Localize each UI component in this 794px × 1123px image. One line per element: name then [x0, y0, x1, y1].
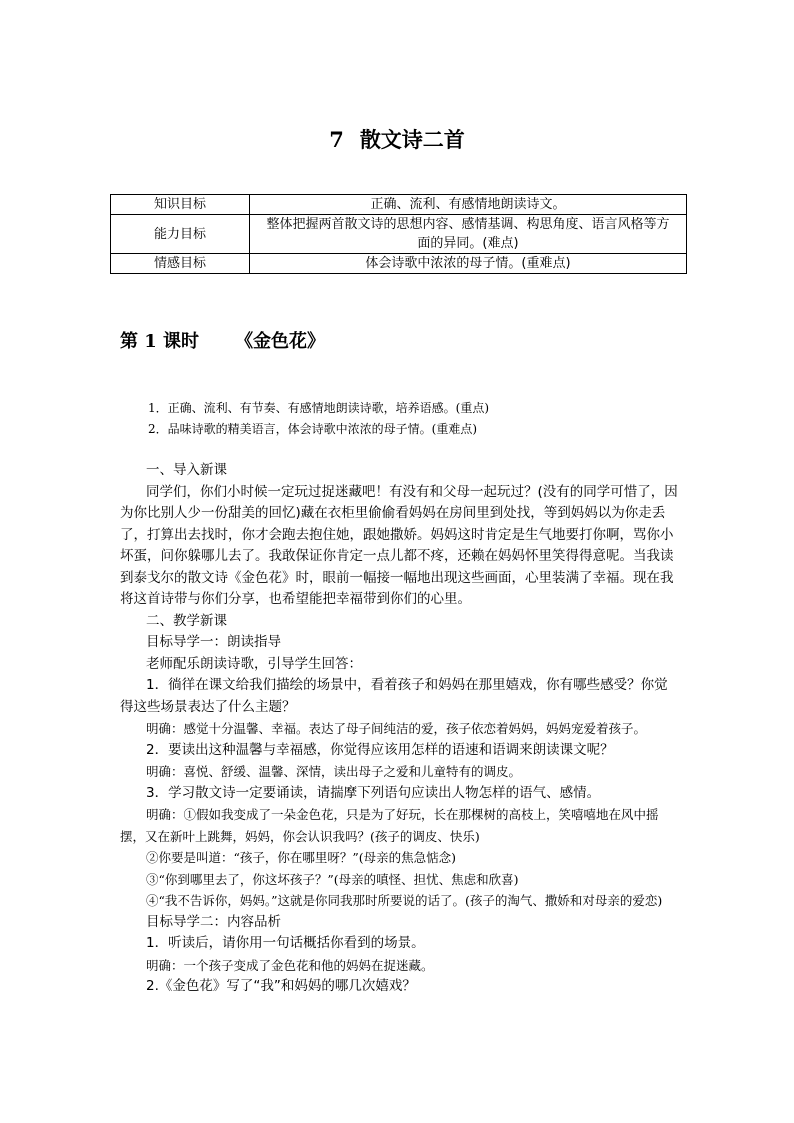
- subheading: 目标导学一：朗读指导: [146, 634, 281, 650]
- question: 3．学习散文诗一定要诵读，请揣摩下列语句应读出人物怎样的语气、感情。: [146, 784, 601, 801]
- answer: 明确：感觉十分温馨、幸福。表达了母子间纯洁的爱，孩子依恋着妈妈，妈妈宠爱着孩子。: [146, 721, 647, 736]
- paragraph: 同学们，你们小时候一定玩过捉迷藏吧！有没有和父母一起玩过？(没有的同学可惜了，因为你比别人少一份甜美的回忆)藏在衣柜里偷偷看妈妈在房间里到处找，等到妈妈以为你走丢了，打算出去找时，你才会跑去抱住她，跟她撒娇。妈妈这时肯定是生气地要打你啊，骂你小坏蛋，问你躲哪儿去了。我敢保证你肯定一点儿都不疼，还赖在妈妈怀里笑得得意呢。当我读到泰戈尔的散文诗《金色花》时，眼前一幅接一幅地出现这些画面，心里装满了幸福。现在我将这首诗带与你们分享，也希望能把幸福带到你们的心里。: [120, 483, 678, 607]
- question: 1．徜徉在课文给我们描绘的场景中，看着孩子和妈妈在那里嬉戏，你有哪些感受？你觉得这些场景表达了什么主题？: [120, 677, 668, 715]
- main-content: [120, 460, 680, 998]
- lesson-label: 第 1 课时: [120, 331, 200, 352]
- section-heading: 二、教学新课: [146, 612, 227, 629]
- answer: ④“我不告诉你，妈妈。”这就是你同我那时所要说的话了。(孩子的淘气、撒娇和对母亲的爱恋): [146, 893, 663, 908]
- table-row: [111, 195, 687, 215]
- objective-item: 2．品味诗歌的精美语言，体会诗歌中浓浓的母子情。(重难点): [148, 422, 478, 436]
- goals-table: [110, 194, 687, 274]
- question: 1．听读后，请你用一句话概括你看到的场景。: [146, 935, 425, 951]
- goal-value: 正确、流利、有感情地朗读诗文。: [250, 195, 687, 215]
- goal-key: 知识目标: [111, 195, 250, 215]
- question: 2．要读出这种温馨与幸福感，你觉得应该用怎样的语速和语调来朗读课文呢？: [146, 741, 614, 758]
- goal-key: 情感目标: [111, 254, 250, 274]
- goal-key: 能力目标: [111, 215, 250, 254]
- answer: 明确：一个孩子变成了金色花和他的妈妈在捉迷藏。: [146, 957, 434, 973]
- goal-value: 体会诗歌中浓浓的母子情。(重难点): [250, 254, 687, 274]
- goal-value: 整体把握两首散文诗的思想内容、感情基调、构思角度、语言风格等方面的异同。(难点): [250, 215, 687, 254]
- answer: ③“你到哪里去了，你这坏孩子？”(母亲的嗔怪、担忧、焦虑和欣喜): [146, 871, 519, 887]
- answer: ②你要是叫道：“孩子，你在哪里呀？”(母亲的焦急惦念): [146, 850, 457, 865]
- section-heading: 一、导入新课: [146, 462, 227, 478]
- title-number: 7: [329, 127, 344, 152]
- title-text: 散文诗二首: [359, 127, 465, 152]
- objectives-list: [120, 398, 680, 440]
- paragraph: 老师配乐朗读诗歌，引导学生回答：: [146, 655, 362, 672]
- table-row: [111, 254, 687, 274]
- question: 2.《金色花》写了“我”和妈妈的哪几次嬉戏？: [146, 978, 416, 994]
- table-row: [111, 215, 687, 254]
- lesson-heading: [120, 327, 325, 353]
- lesson-name: 《金色花》: [235, 331, 326, 352]
- subheading: 目标导学二：内容品析: [146, 913, 281, 930]
- page-title: [0, 124, 794, 154]
- answer: 明确：喜悦、舒缓、温馨、深情，读出母子之爱和儿童特有的调皮。: [146, 764, 522, 779]
- objective-item: 1．正确、流利、有节奏、有感情地朗读诗歌，培养语感。(重点): [148, 401, 490, 415]
- answer: 明确：①假如我变成了一朵金色花，只是为了好玩，长在那棵树的高枝上，笑嘻嘻地在风中摇摆，又在新叶上跳舞，妈妈，你会认识我吗？(孩子的调皮、快乐): [120, 807, 659, 844]
